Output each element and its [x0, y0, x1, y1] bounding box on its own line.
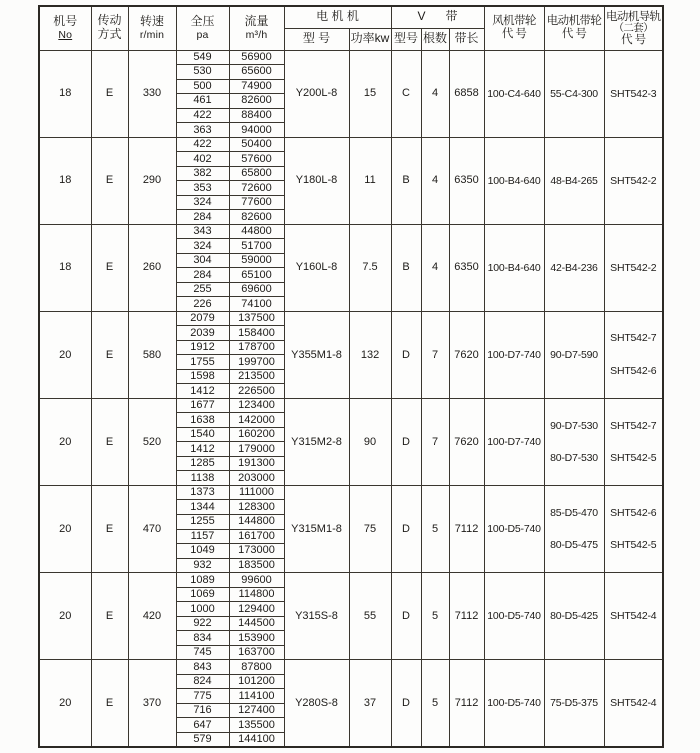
flow-cell: 50400 — [229, 137, 284, 152]
header-speed-cn: 转速 — [139, 14, 164, 29]
pressure-cell: 824 — [176, 674, 229, 689]
motor-rail-cell-value: SHT542-7 — [610, 332, 657, 345]
motor-pulley-cell — [544, 137, 604, 224]
motor-power-cell: 55 — [349, 573, 391, 660]
header-drive-cn-1: 传动 — [97, 13, 122, 28]
motor-power-cell: 7.5 — [349, 224, 391, 311]
belt-length-cell: 7620 — [449, 311, 484, 398]
header-motor-rail-cn: 电动机导轨 — [606, 10, 661, 23]
motor-pulley-cell-stack — [545, 225, 604, 311]
motor-power-cell: 90 — [349, 398, 391, 485]
speed-cell: 520 — [128, 398, 176, 485]
flow-cell: 178700 — [229, 340, 284, 355]
header-flow-cn: 流量 — [244, 14, 269, 29]
drive-mode-cell: E — [91, 485, 128, 572]
flow-cell: 56900 — [229, 50, 284, 65]
fan-pulley-cell: 100-B4-640 — [484, 137, 544, 224]
motor-rail-cell-stack — [605, 51, 663, 137]
flow-cell: 65100 — [229, 268, 284, 283]
belt-count-cell: 7 — [421, 398, 449, 485]
header-belt-length: 带长 — [449, 28, 484, 50]
speed-cell: 370 — [128, 660, 176, 747]
belt-length-cell: 7112 — [449, 485, 484, 572]
header-motor-group: 电 机 机 — [284, 6, 391, 28]
drive-mode-cell: E — [91, 398, 128, 485]
belt-length-cell: 7112 — [449, 573, 484, 660]
flow-cell: 213500 — [229, 369, 284, 384]
pressure-cell: 922 — [176, 616, 229, 631]
header-machine-no — [39, 6, 91, 50]
drive-mode-cell: E — [91, 50, 128, 137]
machine-no-cell: 20 — [39, 573, 91, 660]
motor-pulley-cell-value: 80-D7-530 — [550, 452, 598, 465]
motor-rail-cell-value: SHT542-6 — [610, 365, 657, 378]
belt-length-cell: 6350 — [449, 224, 484, 311]
belt-model-cell: D — [391, 311, 421, 398]
belt-length-cell: 7620 — [449, 398, 484, 485]
header-fan-pulley-cn: 风机带轮 — [492, 15, 536, 28]
motor-model-cell: Y355M1-8 — [284, 311, 349, 398]
header-machine-no-cn: 机号 — [53, 14, 78, 29]
header-vbelt-v: V — [417, 9, 426, 24]
flow-cell: 114800 — [229, 587, 284, 602]
motor-pulley-cell-value: 90-D7-590 — [550, 348, 598, 361]
belt-count-cell: 4 — [421, 50, 449, 137]
motor-power-cell: 132 — [349, 311, 391, 398]
motor-pulley-cell — [544, 50, 604, 137]
motor-rail-cell-value: SHT542-5 — [610, 452, 657, 465]
motor-model-cell: Y160L-8 — [284, 224, 349, 311]
spec-row — [39, 573, 663, 588]
motor-rail-cell-stack — [605, 660, 663, 746]
flow-cell: 111000 — [229, 485, 284, 500]
speed-cell: 580 — [128, 311, 176, 398]
pressure-cell: 2039 — [176, 326, 229, 341]
motor-rail-cell-stack — [605, 573, 663, 659]
header-motor-model: 型 号 — [284, 28, 349, 50]
pressure-cell: 1755 — [176, 355, 229, 370]
pressure-cell: 1677 — [176, 398, 229, 413]
pressure-cell: 716 — [176, 703, 229, 718]
header-belt-model: 型号 — [391, 28, 421, 50]
header-pressure-cn: 全压 — [190, 14, 215, 29]
pressure-cell: 402 — [176, 152, 229, 167]
pressure-cell: 343 — [176, 224, 229, 239]
belt-model-cell: C — [391, 50, 421, 137]
flow-cell: 142000 — [229, 413, 284, 428]
pressure-cell: 834 — [176, 631, 229, 646]
flow-cell: 101200 — [229, 674, 284, 689]
fan-pulley-cell: 100-D7-740 — [484, 398, 544, 485]
header-motor-pulley-cn: 电动机带轮 — [546, 15, 602, 28]
speed-cell: 290 — [128, 137, 176, 224]
flow-cell: 74100 — [229, 297, 284, 312]
motor-pulley-cell-value: 42-B4-236 — [550, 261, 598, 274]
motor-model-cell: Y180L-8 — [284, 137, 349, 224]
header-row-1 — [39, 6, 663, 28]
belt-count-cell: 4 — [421, 224, 449, 311]
motor-pulley-cell — [544, 398, 604, 485]
flow-cell: 82600 — [229, 94, 284, 109]
pressure-cell: 579 — [176, 732, 229, 747]
machine-no-cell: 20 — [39, 660, 91, 747]
flow-cell: 82600 — [229, 210, 284, 225]
motor-model-cell: Y280S-8 — [284, 660, 349, 747]
fan-pulley-cell: 100-B4-640 — [484, 224, 544, 311]
motor-rail-cell-value: SHT542-2 — [610, 261, 657, 274]
pressure-cell: 775 — [176, 689, 229, 704]
motor-pulley-cell-value: 80-D5-475 — [550, 539, 598, 552]
motor-pulley-cell — [544, 224, 604, 311]
speed-cell: 470 — [128, 485, 176, 572]
pressure-cell: 284 — [176, 210, 229, 225]
header-fan-pulley — [484, 6, 544, 50]
pressure-cell: 1598 — [176, 369, 229, 384]
motor-power-cell: 75 — [349, 485, 391, 572]
flow-cell: 129400 — [229, 602, 284, 617]
pressure-cell: 1000 — [176, 602, 229, 617]
motor-rail-cell-value: SHT542-5 — [610, 539, 657, 552]
fan-pulley-cell: 100-C4-640 — [484, 50, 544, 137]
flow-cell: 88400 — [229, 108, 284, 123]
belt-model-cell: B — [391, 137, 421, 224]
motor-rail-cell — [604, 485, 663, 572]
flow-cell: 69600 — [229, 282, 284, 297]
flow-cell: 127400 — [229, 703, 284, 718]
header-flow — [229, 6, 284, 50]
spec-row — [39, 50, 663, 65]
header-speed — [128, 6, 176, 50]
header-motor-pulley-code: 代 号 — [561, 28, 587, 41]
pressure-cell: 324 — [176, 195, 229, 210]
pressure-cell: 1540 — [176, 427, 229, 442]
motor-model-cell: Y315M1-8 — [284, 485, 349, 572]
belt-length-cell: 6350 — [449, 137, 484, 224]
motor-rail-cell — [604, 573, 663, 660]
motor-rail-cell-value: SHT542-2 — [610, 174, 657, 187]
table-header — [39, 6, 663, 50]
fan-pulley-cell: 100-D7-740 — [484, 311, 544, 398]
pressure-cell: 353 — [176, 181, 229, 196]
flow-cell: 87800 — [229, 660, 284, 675]
pressure-cell: 1157 — [176, 529, 229, 544]
motor-pulley-cell-stack — [545, 51, 604, 137]
motor-rail-cell-value: SHT542-7 — [610, 419, 657, 432]
motor-rail-cell — [604, 50, 663, 137]
flow-cell: 191300 — [229, 456, 284, 471]
pressure-cell: 1049 — [176, 544, 229, 559]
belt-model-cell: D — [391, 573, 421, 660]
pressure-cell: 932 — [176, 558, 229, 573]
machine-no-cell: 20 — [39, 398, 91, 485]
machine-no-cell: 20 — [39, 485, 91, 572]
motor-rail-cell — [604, 224, 663, 311]
flow-cell: 123400 — [229, 398, 284, 413]
flow-cell: 179000 — [229, 442, 284, 457]
header-belt-count: 根数 — [421, 28, 449, 50]
pressure-cell: 1255 — [176, 515, 229, 530]
pressure-cell: 1912 — [176, 340, 229, 355]
header-motor-rail — [604, 6, 663, 50]
motor-rail-cell-value: SHT542-3 — [610, 87, 657, 100]
pressure-cell: 422 — [176, 108, 229, 123]
flow-cell: 183500 — [229, 558, 284, 573]
header-motor-rail-sets: （二套） — [613, 21, 654, 34]
header-fan-pulley-code: 代 号 — [501, 28, 527, 41]
header-flow-unit: m³/h — [245, 29, 268, 42]
pressure-cell: 1412 — [176, 384, 229, 399]
speed-cell: 420 — [128, 573, 176, 660]
motor-pulley-cell-value: 85-D5-470 — [550, 506, 598, 519]
pressure-cell: 422 — [176, 137, 229, 152]
flow-cell: 59000 — [229, 253, 284, 268]
pressure-cell: 363 — [176, 123, 229, 138]
motor-power-cell: 15 — [349, 50, 391, 137]
flow-cell: 144800 — [229, 515, 284, 530]
pressure-cell: 1138 — [176, 471, 229, 486]
motor-rail-cell-value: SHT542-6 — [610, 506, 657, 519]
belt-count-cell: 5 — [421, 573, 449, 660]
motor-rail-cell — [604, 311, 663, 398]
motor-rail-cell-value: SHT542-4 — [610, 610, 657, 623]
spec-row — [39, 485, 663, 500]
motor-pulley-cell-value: 75-D5-375 — [550, 697, 598, 710]
belt-model-cell: D — [391, 660, 421, 747]
motor-rail-cell-value: SHT542-4 — [610, 697, 657, 710]
flow-cell: 153900 — [229, 631, 284, 646]
pressure-cell: 745 — [176, 645, 229, 660]
flow-cell: 160200 — [229, 427, 284, 442]
motor-rail-cell-stack — [605, 312, 663, 398]
flow-cell: 114100 — [229, 689, 284, 704]
flow-cell: 51700 — [229, 239, 284, 254]
machine-no-cell: 18 — [39, 137, 91, 224]
motor-pulley-cell — [544, 573, 604, 660]
header-drive-mode — [91, 6, 128, 50]
flow-cell: 77600 — [229, 195, 284, 210]
fan-spec-table — [38, 5, 664, 748]
flow-cell: 137500 — [229, 311, 284, 326]
header-motor-rail-code: 代 号 — [621, 33, 646, 46]
drive-mode-cell: E — [91, 224, 128, 311]
motor-rail-cell — [604, 660, 663, 747]
pressure-cell: 324 — [176, 239, 229, 254]
motor-model-cell: Y200L-8 — [284, 50, 349, 137]
pressure-cell: 530 — [176, 65, 229, 80]
motor-pulley-cell — [544, 485, 604, 572]
header-pressure-unit: pa — [196, 29, 209, 42]
motor-pulley-cell-stack — [545, 399, 604, 485]
header-vbelt-dai: 带 — [445, 9, 458, 24]
flow-cell: 144500 — [229, 616, 284, 631]
spec-row — [39, 137, 663, 152]
pressure-cell: 1069 — [176, 587, 229, 602]
pressure-cell: 1344 — [176, 500, 229, 515]
belt-count-cell: 7 — [421, 311, 449, 398]
belt-count-cell: 4 — [421, 137, 449, 224]
spec-row — [39, 224, 663, 239]
flow-cell: 65800 — [229, 166, 284, 181]
motor-pulley-cell-value: 55-C4-300 — [550, 87, 598, 100]
pressure-cell: 461 — [176, 94, 229, 109]
drive-mode-cell: E — [91, 660, 128, 747]
table-body — [39, 50, 663, 747]
motor-model-cell: Y315M2-8 — [284, 398, 349, 485]
fan-pulley-cell: 100-D5-740 — [484, 485, 544, 572]
belt-count-cell: 5 — [421, 485, 449, 572]
pressure-cell: 843 — [176, 660, 229, 675]
pressure-cell: 647 — [176, 718, 229, 733]
motor-rail-cell-stack — [605, 225, 663, 311]
flow-cell: 57600 — [229, 152, 284, 167]
belt-length-cell: 7112 — [449, 660, 484, 747]
motor-rail-cell — [604, 137, 663, 224]
pressure-cell: 500 — [176, 79, 229, 94]
machine-no-cell: 18 — [39, 50, 91, 137]
machine-no-cell: 20 — [39, 311, 91, 398]
motor-rail-cell-stack — [605, 399, 663, 485]
pressure-cell: 549 — [176, 50, 229, 65]
belt-model-cell: D — [391, 485, 421, 572]
motor-pulley-cell-stack — [545, 573, 604, 659]
motor-power-cell: 11 — [349, 137, 391, 224]
header-motor-pulley — [544, 6, 604, 50]
pressure-cell: 255 — [176, 282, 229, 297]
pressure-cell: 226 — [176, 297, 229, 312]
flow-cell: 199700 — [229, 355, 284, 370]
motor-pulley-cell-value: 48-B4-265 — [550, 174, 598, 187]
flow-cell: 128300 — [229, 500, 284, 515]
spec-row — [39, 660, 663, 675]
flow-cell: 161700 — [229, 529, 284, 544]
motor-pulley-cell-stack — [545, 660, 604, 746]
belt-count-cell: 5 — [421, 660, 449, 747]
fan-pulley-cell: 100-D5-740 — [484, 573, 544, 660]
motor-model-cell: Y315S-8 — [284, 573, 349, 660]
spec-row — [39, 398, 663, 413]
pressure-cell: 1285 — [176, 456, 229, 471]
drive-mode-cell: E — [91, 573, 128, 660]
flow-cell: 203000 — [229, 471, 284, 486]
flow-cell: 135500 — [229, 718, 284, 733]
motor-power-cell: 37 — [349, 660, 391, 747]
header-pressure — [176, 6, 229, 50]
motor-pulley-cell-value: 90-D7-530 — [550, 419, 598, 432]
pressure-cell: 2079 — [176, 311, 229, 326]
pressure-cell: 1373 — [176, 485, 229, 500]
flow-cell: 173000 — [229, 544, 284, 559]
machine-no-cell: 18 — [39, 224, 91, 311]
pressure-cell: 304 — [176, 253, 229, 268]
header-vbelt-group — [391, 6, 484, 28]
pressure-cell: 1638 — [176, 413, 229, 428]
flow-cell: 72600 — [229, 181, 284, 196]
header-machine-no-en: No — [58, 29, 73, 42]
flow-cell: 99600 — [229, 573, 284, 588]
flow-cell: 74900 — [229, 79, 284, 94]
belt-length-cell: 6858 — [449, 50, 484, 137]
flow-cell: 158400 — [229, 326, 284, 341]
flow-cell: 94000 — [229, 123, 284, 138]
motor-pulley-cell-stack — [545, 138, 604, 224]
drive-mode-cell: E — [91, 311, 128, 398]
header-motor-power: 功率kw — [349, 28, 391, 50]
speed-cell: 330 — [128, 50, 176, 137]
belt-model-cell: D — [391, 398, 421, 485]
flow-cell: 226500 — [229, 384, 284, 399]
pressure-cell: 382 — [176, 166, 229, 181]
header-speed-unit: r/min — [139, 29, 165, 42]
flow-cell: 163700 — [229, 645, 284, 660]
flow-cell: 65600 — [229, 65, 284, 80]
fan-pulley-cell: 100-D5-740 — [484, 660, 544, 747]
motor-rail-cell — [604, 398, 663, 485]
flow-cell: 44800 — [229, 224, 284, 239]
belt-model-cell: B — [391, 224, 421, 311]
motor-pulley-cell-value: 80-D5-425 — [550, 610, 598, 623]
header-drive-cn-2: 方式 — [97, 27, 122, 42]
pressure-cell: 1412 — [176, 442, 229, 457]
pressure-cell: 284 — [176, 268, 229, 283]
drive-mode-cell: E — [91, 137, 128, 224]
motor-pulley-cell-stack — [545, 486, 604, 572]
spec-row — [39, 311, 663, 326]
motor-rail-cell-stack — [605, 138, 663, 224]
motor-pulley-cell-stack — [545, 312, 604, 398]
flow-cell: 144100 — [229, 732, 284, 747]
pressure-cell: 1089 — [176, 573, 229, 588]
motor-rail-cell-stack — [605, 486, 663, 572]
motor-pulley-cell — [544, 311, 604, 398]
speed-cell: 260 — [128, 224, 176, 311]
motor-pulley-cell — [544, 660, 604, 747]
